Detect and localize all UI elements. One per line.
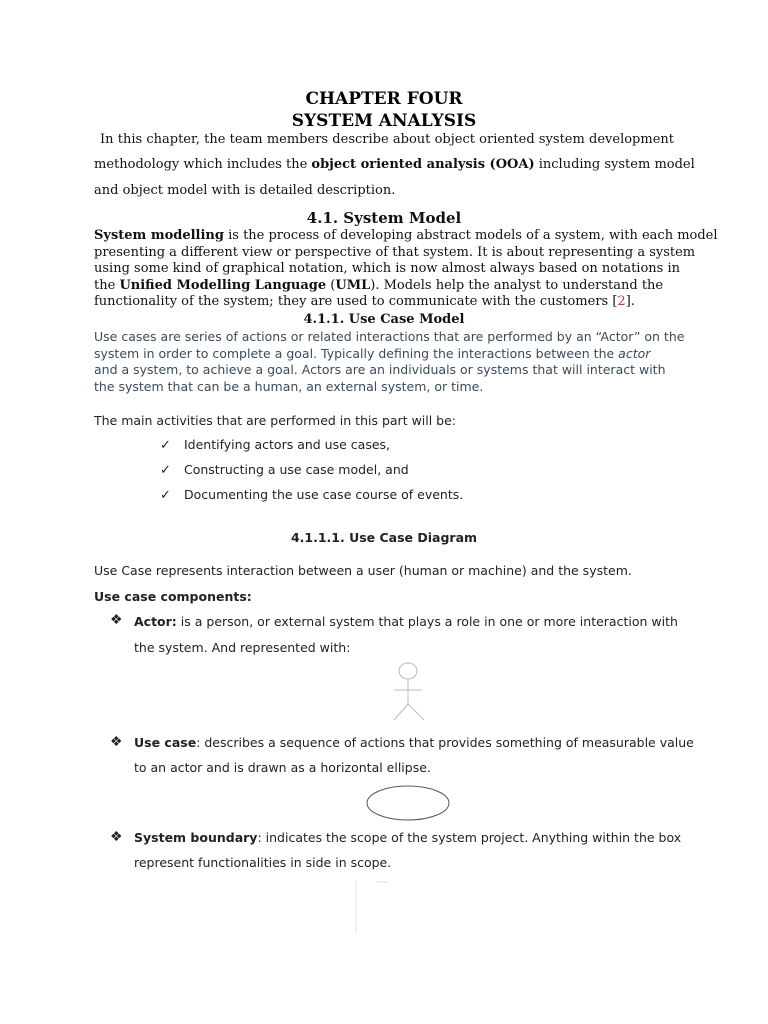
- intro-line-2: methodology which includes the object oriented analysis (OOA) including system model: [94, 157, 695, 172]
- chapter-heading: CHAPTER FOUR: [305, 89, 463, 109]
- use-case-line-2: to an actor and is drawn as a horizontal ellipse.: [134, 760, 431, 775]
- sm-line-2: presenting a different view or perspective of that system. It is about representing a system: [94, 244, 696, 260]
- use-case-represents-text: Use Case represents interaction between a user (human or machine) and the system.: [94, 563, 632, 578]
- intro-line-1: In this chapter, the team members describe about object oriented system development: [100, 132, 674, 147]
- chapter-title: SYSTEM ANALYSIS: [291, 111, 477, 131]
- sm-line-3: using some kind of graphical notation, which is now almost always based on notations in: [94, 261, 680, 276]
- uc-line-2: system in order to complete a goal. Typically defining the interactions between the actor: [94, 345, 651, 361]
- uc-line-1: Use cases are series of actions or related interactions that are performed by an “Actor” on the: [94, 329, 685, 344]
- check-icon: ✓: [160, 488, 171, 503]
- diamond-bullet-icon: ❖: [110, 612, 123, 628]
- section-4-1-1-1-title: 4.1.1.1. Use Case Diagram: [290, 530, 478, 545]
- actor-stick-figure-icon: [384, 660, 434, 722]
- intro-line-3: and object model with is detailed description.: [94, 183, 396, 198]
- use-case-ellipse-icon: [365, 784, 451, 822]
- uc-line-3: and a system, to achieve a goal. Actors are an individuals or systems that will interact with: [94, 362, 666, 377]
- sm-line-4: the Unified Modelling Language (UML). Models help the analyst to understand the: [94, 277, 664, 293]
- sm-line-1: System modelling is the process of developing abstract models of a system, with each model: [94, 228, 718, 243]
- diamond-bullet-icon: ❖: [110, 829, 123, 845]
- use-case-model-paragraph: [94, 329, 684, 395]
- system-boundary-box-icon: [352, 876, 412, 936]
- use-case-components-label: Use case components:: [94, 589, 252, 604]
- activity-item: ✓ Constructing a use case model, and: [160, 462, 409, 478]
- reference-link[interactable]: 2: [617, 294, 626, 309]
- check-icon: ✓: [160, 463, 171, 478]
- system-model-paragraph: [94, 228, 718, 311]
- system-boundary-line-1: System boundary: indicates the scope of the system project. Anything within the box: [134, 830, 682, 845]
- check-icon: ✓: [160, 438, 171, 453]
- system-modelling-term: System modelling: [94, 228, 224, 243]
- uc-line-4: the system that can be a human, an external system, or time.: [94, 378, 484, 394]
- activity-item: ✓ Documenting the use case course of events.: [160, 487, 464, 503]
- section-4-1-1-title: 4.1.1. Use Case Model: [303, 312, 465, 327]
- system-boundary-line-2: represent functionalities in side in scope.: [134, 855, 392, 870]
- system-boundary-term: System boundary: [134, 830, 258, 845]
- use-case-term: Use case: [134, 735, 197, 750]
- diamond-bullet-icon: ❖: [110, 734, 123, 750]
- actor-line-1: Actor: is a person, or external system that plays a role in one or more interaction with: [134, 614, 678, 629]
- activity-item: ✓ Identifying actors and use cases,: [160, 437, 391, 453]
- actor-line-2: the system. And represented with:: [134, 640, 351, 655]
- use-case-line-1: Use case: describes a sequence of actions that provides something of measurable value: [134, 735, 694, 750]
- actor-term: Actor:: [134, 614, 177, 629]
- section-4-1-title: 4.1. System Model: [306, 209, 462, 227]
- activities-intro: The main activities that are performed in this part will be:: [94, 413, 457, 428]
- sm-line-5: functionality of the system; they are used to communicate with the customers [2].: [94, 294, 635, 309]
- ooa-term: object oriented analysis (OOA): [311, 157, 535, 172]
